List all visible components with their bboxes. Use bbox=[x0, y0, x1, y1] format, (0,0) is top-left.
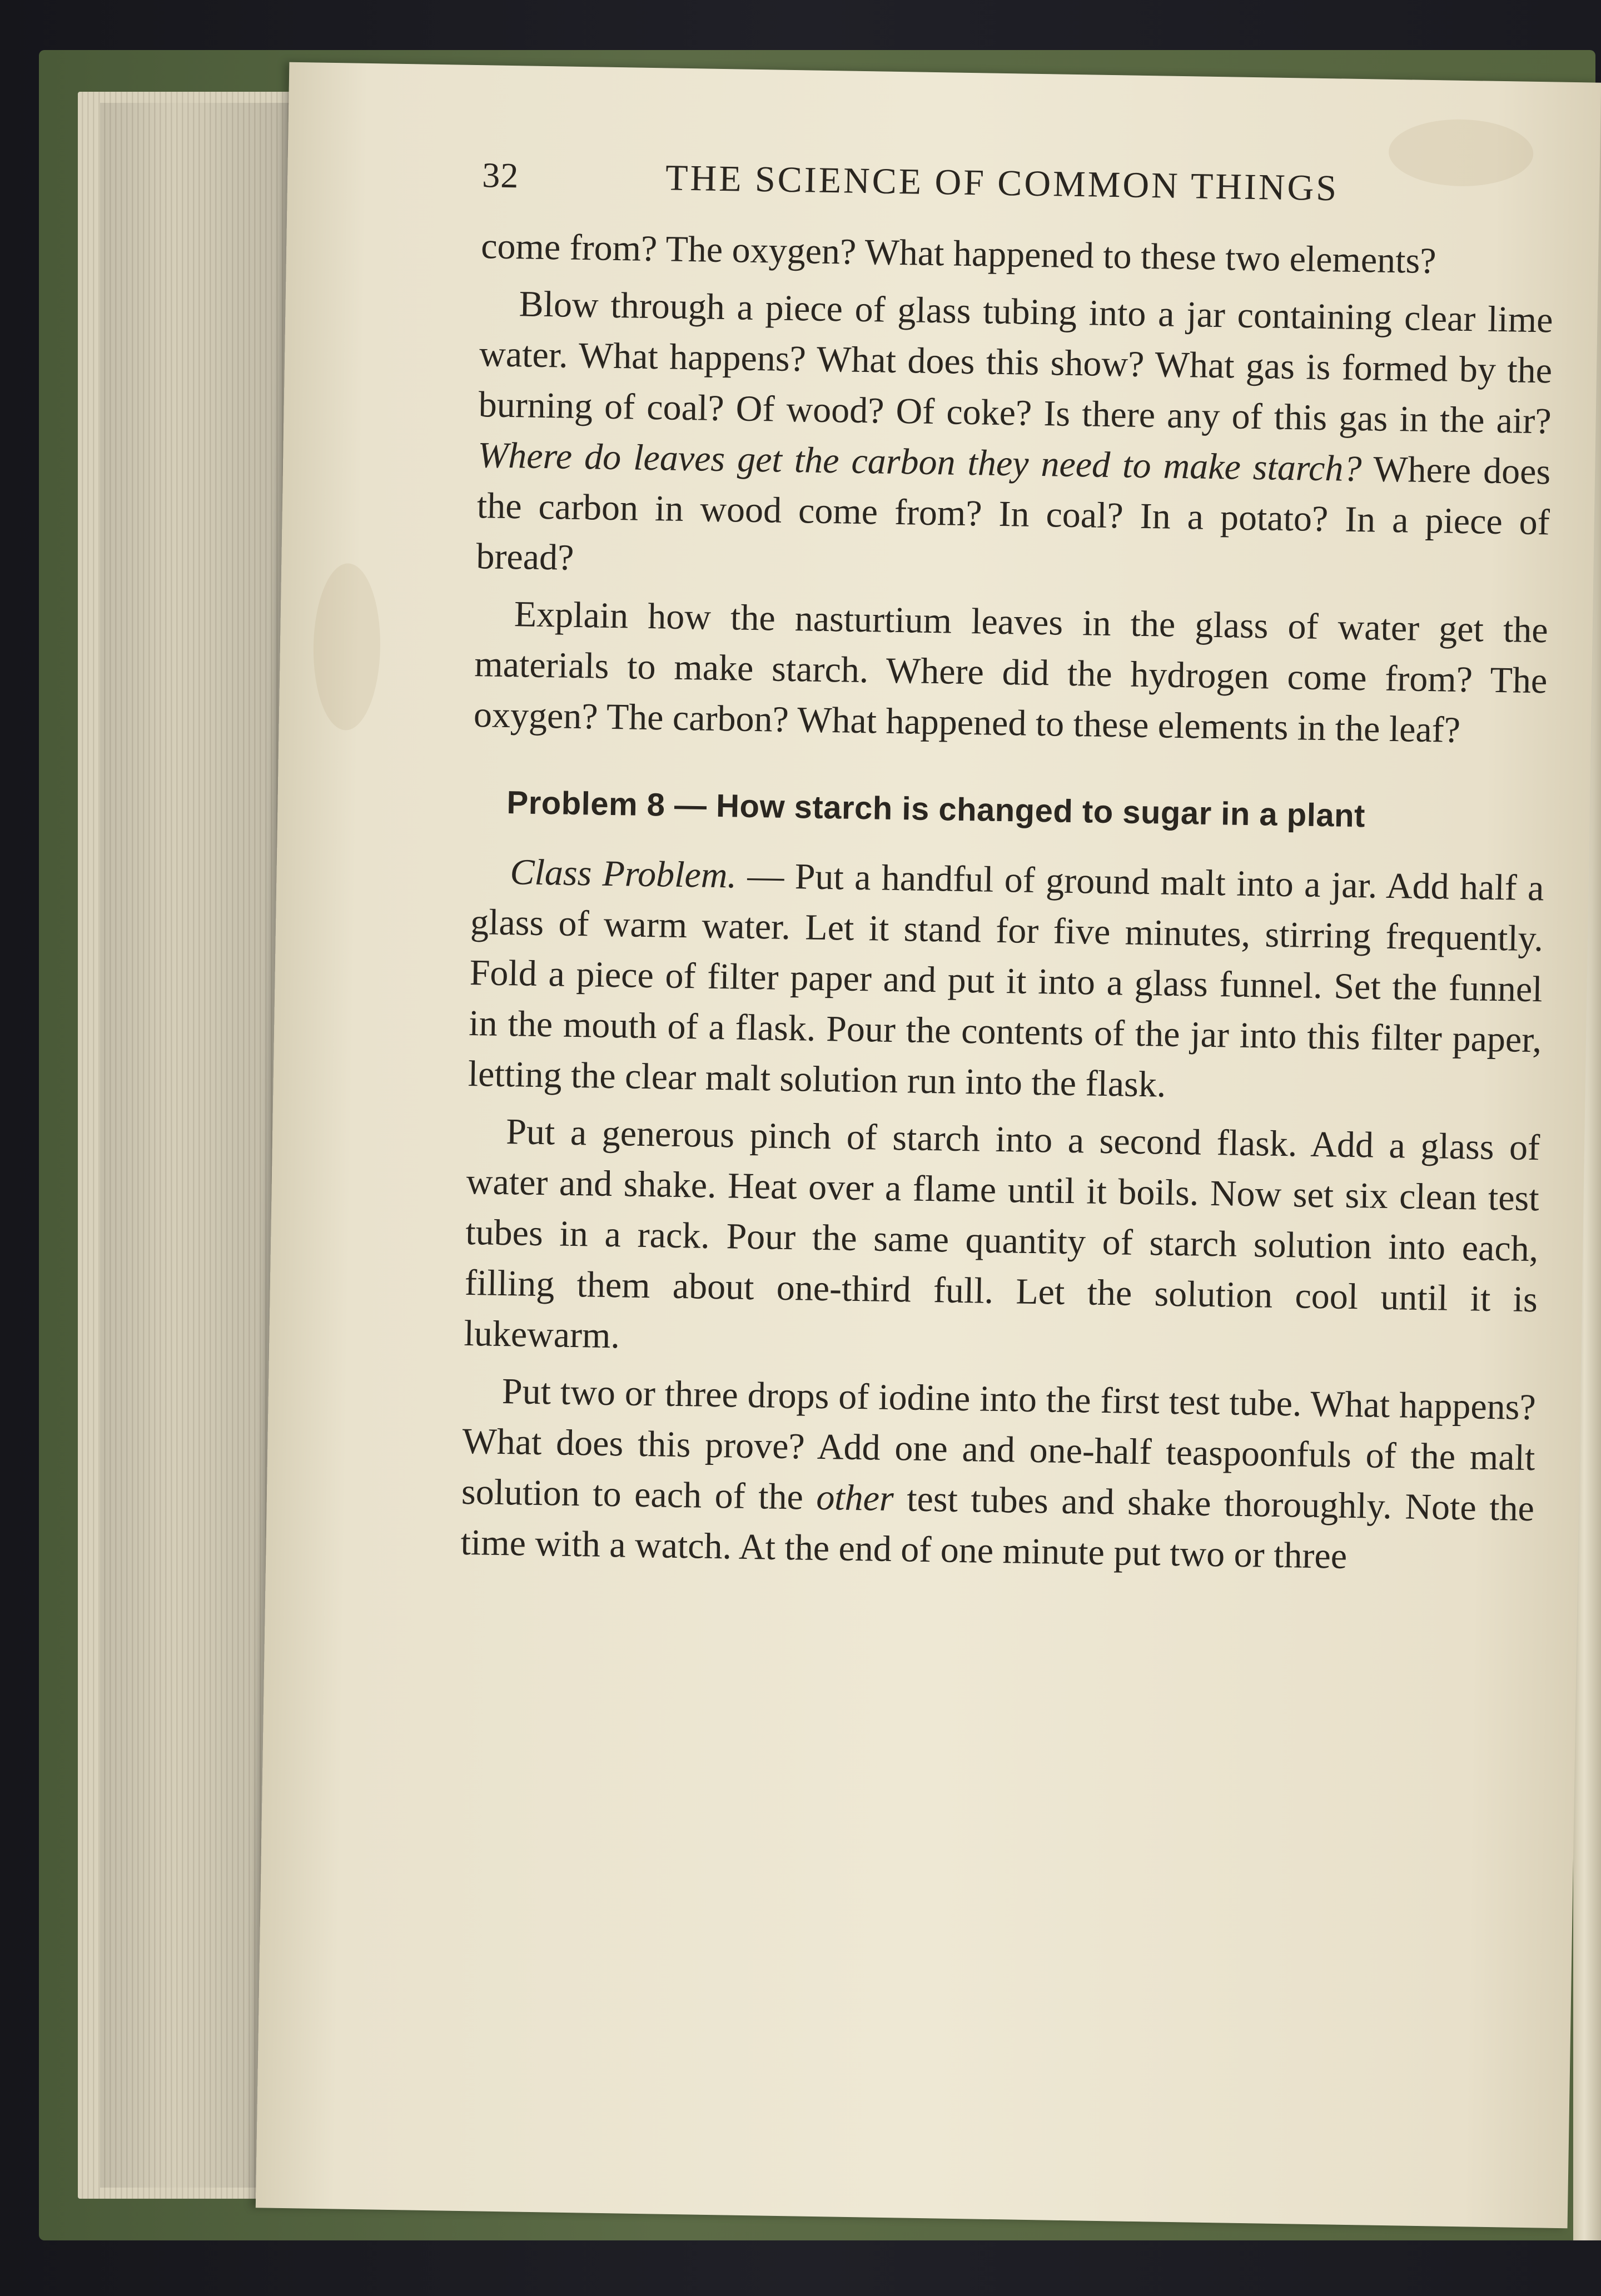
class-problem-label: Class Problem. bbox=[510, 852, 737, 896]
paragraph-continued: come from? The oxygen? What happened to these two elements? bbox=[480, 226, 1437, 282]
body-text bbox=[473, 221, 1554, 757]
class-problem-dash: — bbox=[736, 855, 795, 897]
paragraph-lime-water bbox=[476, 278, 1553, 598]
problem-heading: Problem 8 — How starch is changed to sugar in a plant bbox=[506, 784, 1366, 834]
book-page bbox=[256, 62, 1601, 2229]
iodine-text-before: Put two or three drops of iodine into the first test tube. What happens? What does this prove? Add one and one-half teaspoonfuls of the malt solution to each of the bbox=[461, 1371, 1537, 1518]
page-number: 32 bbox=[481, 155, 519, 196]
italic-question: Where do leaves get the carbon they need to make starch? bbox=[477, 435, 1362, 490]
paragraph-class-problem bbox=[468, 846, 1544, 1116]
iodine-italic-word: other bbox=[816, 1477, 894, 1519]
class-problem-text: Put a handful of ground malt into a jar. Add half a glass of warm water. Let it stand for five minutes, stirring frequently. Fold a piece of filter paper and put it into a glass funnel. Set the funnel in the mouth of a flask. Pour the contents of the jar into this filter paper, letting the clear malt solution run into the flask. bbox=[468, 856, 1544, 1105]
page-stain bbox=[312, 563, 382, 731]
running-title: THE SCIENCE OF COMMON THINGS bbox=[665, 157, 1339, 209]
carbon-question-text: Where does the carbon in wood come from? In coal? In a potato? In a piece of bread? bbox=[475, 449, 1551, 578]
paragraph-starch: Put a generous pinch of starch into a second flask. Add a glass of water and shake. Heat over a flame until it boils. Now set six clean test tubes in a rack. Pour the same quantity of starch solution into each, filling them about one-third full. Let the solution cool until it is lukewarm. bbox=[464, 1111, 1540, 1356]
page-content bbox=[460, 154, 1555, 1584]
lime-water-text: Blow through a piece of glass tubing into a jar containing clear lime water. What happens? What does this show? What gas is formed by the burning of coal? Of wood? Of coke? Is there any of this gas in the air? bbox=[478, 284, 1554, 442]
body-text-problem bbox=[460, 846, 1544, 1584]
iodine-text-after: test tubes and shake thoroughly. Note the time with a watch. At the end of one minute put two or three bbox=[460, 1478, 1535, 1577]
paragraph-nasturtium: Explain how the nasturtium leaves in the glass of water get the materials to make starch. Where did the hydrogen come from? The oxygen? The carbon? What happened to these elements in the leaf? bbox=[473, 594, 1549, 751]
paragraph-iodine bbox=[460, 1365, 1536, 1584]
